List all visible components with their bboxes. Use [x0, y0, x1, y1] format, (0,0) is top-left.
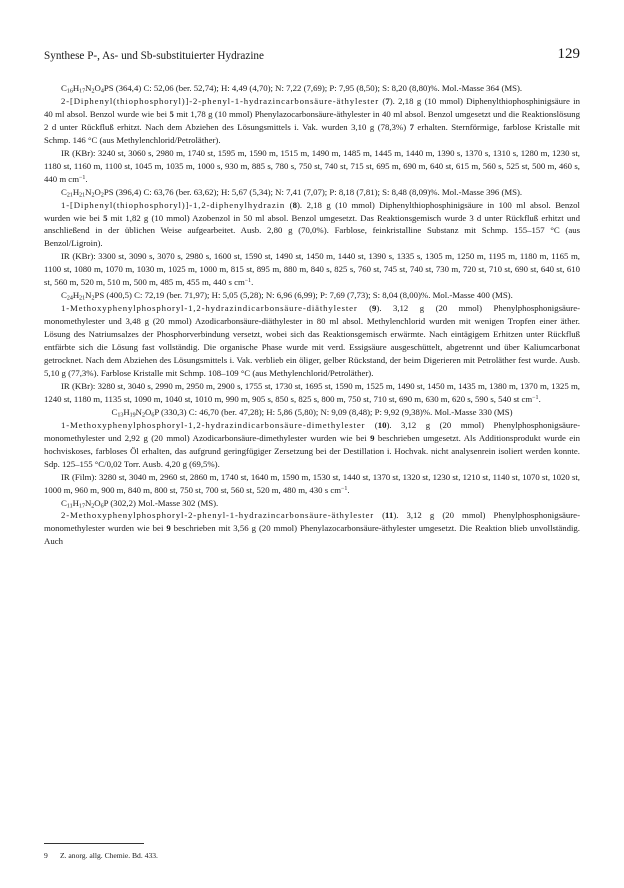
footnote-rule	[44, 843, 144, 844]
compound-paragraph: 2-Methoxyphenylphosphoryl-2-phenyl-1-hydrazincarbonsäure-äthylester (11). 3,12 g (20 mmol) Phenylphosphonigsäure-monomethylester wurden wie bei 9 beschrieben mit 3,56 g (20 mmol) Phenylazocarbonsäure-äthylester umgesetzt. Die Reaktion blieb unvollständig. Auch	[44, 510, 580, 547]
compound-number: 11	[385, 510, 394, 521]
footnote	[44, 851, 158, 860]
compound-number: 9	[372, 303, 377, 314]
ir-paragraph: IR (KBr): 3280 st, 3040 s, 2990 m, 2950 m, 2900 s, 1755 st, 1730 st, 1695 st, 1590 m, 1525 m, 1490 st, 1450 m, 1435 m, 1380 m, 1370 m, 1325 m, 1240 st, 1180 m, 1135 st, 1090 m, 1040 st, 1010 m, 990 m, 905 s, 850 s, 825 s, 800 m, 750 st, 710 st, 690 m, 630 m, 620 s, 590 s, 540 st $cm^{-1}$.	[44, 380, 580, 404]
running-head: Synthese P-, As- und Sb-substituierter Hydrazine	[44, 50, 264, 62]
analysis-paragraph: $C_{21}H_{21}N_2O_2PS$ (396,4) C: 63,76 (ber. 63,62); H: 5,67 (5,34); N: 7,41 (7,07); P: 8,18 (7,81); S: 8,48 (8,09)%. Mol.-Masse 396 (MS).	[61, 186, 523, 199]
ir-paragraph: IR (Film): 3280 st, 3040 m, 2960 st, 2860 m, 1740 st, 1640 m, 1590 m, 1530 st, 1440 st, 1370 st, 1320 st, 1230 st, 1210 st, 1140 st, 1070 st, 1020 st, 1000 m, 960 m, 900 m, 840 m, 800 st, 750 st, 700 st, 560 st, 520 m, 480 m, 430 s $cm^{-1}$.	[44, 471, 580, 495]
analysis-paragraph: $C_{13}H_{19}N_2O_6P$ (330,3) C: 46,70 (ber. 47,28); H: 5,86 (5,80); N: 9,09 (8,48); P: 9,92 (9,38)%. Mol.-Masse 330 (MS)	[111, 406, 513, 419]
footnote-text: Z. anorg. allg. Chemie. Bd. 433.	[60, 851, 158, 860]
page-header	[44, 46, 580, 68]
ir-paragraph: IR (KBr): 3240 st, 3060 s, 2980 m, 1740 st, 1595 m, 1590 m, 1515 m, 1490 m, 1485 m, 1445 m, 1440 m, 1390 s, 1370 s, 1310 s, 1280 m, 1230 st, 1180 st, 1160 m, 1100 st, 1045 m, 1035 m, 1000 s, 930 m, 885 s, 780 s, 750 st, 740 st, 715 st, 695 m, 690 m, 640 st, 615 m, 560 s, 525 st, 500 m, 460 s, 440 m $cm^{-1}$.	[44, 147, 580, 184]
compound-name: 1-[Diphenyl(thiophosphoryl)]-1,2-diphenylhydrazin	[61, 199, 286, 210]
analysis-paragraph: $C_{16}H_{17}N_2O_4PS$ (364,4) C: 52,06 (ber. 52,74); H: 4,49 (4,70); N: 7,22 (7,69); P: 7,95 (8,50); S: 8,20 (8,80)%. Mol.-Masse 364 (MS).	[61, 83, 523, 95]
compound-number: 8	[292, 199, 297, 210]
compound-number: 7	[385, 95, 390, 106]
analysis-paragraph: $C_{24}H_{21}N_2PS$ (400,5) C: 72,19 (ber. 71,97); H: 5,05 (5,28); N: 6,96 (6,99); P: 7,69 (7,73); S: 8,04 (8,00)%. Mol.-Masse 400 (MS).	[61, 290, 513, 302]
ir-paragraph: IR (KBr): 3300 st, 3090 s, 3070 s, 2980 s, 1600 st, 1590 st, 1490 st, 1450 m, 1440 st, 1390 s, 1335 s, 1305 m, 1250 m, 1195 m, 1180 m, 1165 m, 1100 st, 1080 m, 1070 m, 1030 m, 1025 m, 1000 m, 815 st, 895 m, 880 m, 840 s, 825 s, 760 st, 745 st, 740 st, 730 m, 720 st, 710 st, 690 st, 640 st, 610 st, 560 m, 520 m, 510 m, 500 m, 485 m, 455 m, 440 s $cm^{-1}$.	[44, 251, 580, 288]
compound-name: 2-[Diphenyl(thiophosphoryl)]-2-phenyl-1-hydrazincarbonsäure-äthylester	[61, 95, 380, 106]
compound-name: 1-Methoxyphenylphosphoryl-1,2-hydrazindicarbonsäure-dimethylester	[61, 419, 366, 430]
compound-paragraph: 1-[Diphenyl(thiophosphoryl)]-1,2-diphenylhydrazin (8). 2,18 g (10 mmol) Diphenylthiophosphinigsäure in 100 ml absol. Benzol wurden wie bei 5 mit 1,82 g (10 mmol) Azobenzol in 50 ml absol. Benzol umgesetzt. Das Reaktionsgemisch wurde 3 d unter Rückfluß erhitzt und anschließend in der üblichen Weise aufgearbeitet. Ausb. 2,80 g (70,0%). Farblose, feinkristalline Substanz mit Schmp. 155–157 °C (aus Benzol/Ligroin).	[44, 199, 580, 249]
analysis-paragraph: $C_{11}H_{17}N_2O_6P$ (302,2) Mol.-Masse 302 (MS).	[61, 497, 219, 509]
page-number: 129	[557, 46, 580, 62]
compound-paragraph: 1-Methoxyphenylphosphoryl-1,2-hydrazindicarbonsäure-diäthylester (9). 3,12 g (20 mmol) Phenylphosphonigsäure-monomethylester und 3,48 g (20 mmol) Azodicarbonsäure-diäthylester in 80 ml absol. Methylenchlorid wurden mit wenigen Tropfen einer äther. Lösung des Natriumsalzes der Phosphorverbindung versetzt, wobei sich das Reaktionsgemisch erwärmte. Nach eintägigem Erhitzen unter Rückfluß entfärbte sich die Lösung fast vollständig. Die organische Phase wurde mit verd. Essigsäure ausgeschüttelt, abgetrennt und über Kaliumcarbonat getrocknet. Nach dem Abziehen des Lösungsmittels i. Vak. verblieb ein öliger, gelber Rückstand, der beim Digerieren mit Petroläther fest wurde. Ausb. 5,10 g (77,3%). Farblose Kristalle mit Schmp. 108–109 °C (aus Methylenchlorid/Petroläther).	[44, 303, 580, 378]
compound-name: 2-Methoxyphenylphosphoryl-2-phenyl-1-hydrazincarbonsäure-äthylester	[61, 510, 375, 521]
compound-paragraph: 2-[Diphenyl(thiophosphoryl)]-2-phenyl-1-hydrazincarbonsäure-äthylester (7). 2,18 g (10 mmol) Diphenylthiophosphinigsäure in 40 ml absol. Benzol wurde wie bei 5 mit 1,78 g (10 mmol) Phenylazocarbonsäure-äthylester in 40 ml absol. Benzol umgesetzt und die Reaktionslösung 2 d unter Rückfluß erhitzt. Nach dem Abziehen des Lösungsmittels i. Vak. wurden 3,10 g (78,3%) 7 erhalten. Sternförmige, farblose Kristalle mit Schmp. 146 °C (aus Methylenchlorid/Petroläther).	[44, 95, 580, 145]
compound-paragraph: 1-Methoxyphenylphosphoryl-1,2-hydrazindicarbonsäure-dimethylester (10). 3,12 g (20 mmol) Phenylphosphonigsäure-monomethylester und 2,92 g (20 mmol) Azodicarbonsäure-dimethylester wurden wie bei 9 beschrieben umgesetzt. Als Additionsprodukt wurde ein hochviskoses, farbloses Öl erhalten, das aufgrund geringfügiger Zersetzung bei der Destillation i. Hochvak. nicht analysenrein isoliert werden konnte. Sdp. 125–155 °C/0,02 Torr. Ausb. 4,20 g (69,5%).	[44, 419, 580, 469]
compound-name: 1-Methoxyphenylphosphoryl-1,2-hydrazindicarbonsäure-diäthylester	[61, 303, 358, 314]
footnote-number: 9	[44, 851, 48, 860]
document-body	[44, 82, 580, 548]
compound-number: 10	[377, 419, 387, 430]
